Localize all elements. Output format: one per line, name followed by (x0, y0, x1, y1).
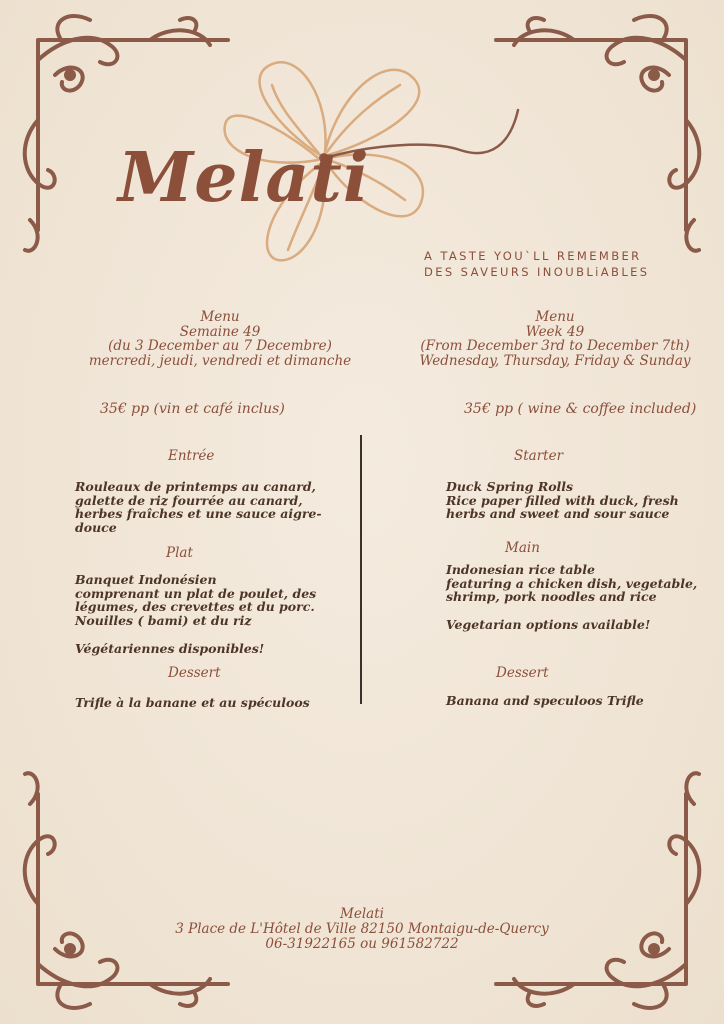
starter-heading-english: Starter (514, 448, 564, 464)
week-label: Week 49 (525, 323, 585, 340)
days-label: Wednesday, Thursday, Friday & Sunday (419, 352, 691, 369)
footer-address: 3 Place de L'Hôtel de Ville 82150 Montaigu-de-Quercy (175, 921, 549, 937)
english-menu-header (380, 310, 724, 368)
tagline-english: A TASTE YOU`LL REMEMBER (424, 249, 642, 263)
main-heading-french: Plat (166, 545, 193, 561)
menu-label: Menu (535, 309, 575, 325)
corner-ornament-bottom-left-icon (0, 754, 240, 1024)
menu-label: Menu (200, 309, 240, 325)
starter-heading-french: Entrée (168, 448, 215, 464)
tagline-french: DES SAVEURS INOUBLiABLES (424, 265, 650, 279)
corner-ornament-bottom-right-icon (484, 754, 724, 1024)
column-divider (360, 435, 362, 704)
week-label: Semaine 49 (179, 323, 261, 340)
footer-contact (120, 907, 604, 952)
dates-label: (From December 3rd to December 7th) (420, 338, 690, 354)
dessert-text-english: Banana and speculoos Trifle (446, 693, 644, 708)
main-text-french: Banquet Indonésien comprenant un plat de poulet, des légumes, des crevettes et du porc. Nouilles ( bami) et du riz (75, 572, 317, 628)
footer-phone: 06-31922165 ou 961582722 (265, 936, 459, 952)
days-label: mercredi, jeudi, vendredi et dimanche (88, 352, 352, 369)
starter-text-english: Duck Spring Rolls Rice paper filled with duck, fresh herbs and sweet and sour sauce (446, 479, 679, 521)
vegetarian-note-french: Végétariennes disponibles! (75, 641, 265, 656)
dessert-heading-english: Dessert (496, 665, 549, 681)
dessert-text-french: Trifle à la banane et au spéculoos (75, 695, 310, 710)
price-english: 35€ pp ( wine & coffee included) (464, 401, 697, 417)
price-french: 35€ pp (vin et café inclus) (100, 401, 285, 417)
dates-label: (du 3 December au 7 Decembre) (108, 338, 332, 354)
vegetarian-note-english: Vegetarian options available! (446, 617, 651, 632)
french-menu-header (40, 310, 400, 368)
footer-name: Melati (340, 906, 384, 922)
starter-text-french: Rouleaux de printemps au canard, galette de riz fourrée au canard, herbes fraîches et une sauce aigre- douce (75, 479, 322, 535)
dessert-heading-french: Dessert (168, 665, 221, 681)
main-text-english: Indonesian rice table featuring a chicken dish, vegetable, shrimp, pork noodles and rice (446, 562, 698, 604)
main-heading-english: Main (505, 540, 540, 556)
brand-name: Melati (118, 138, 370, 218)
